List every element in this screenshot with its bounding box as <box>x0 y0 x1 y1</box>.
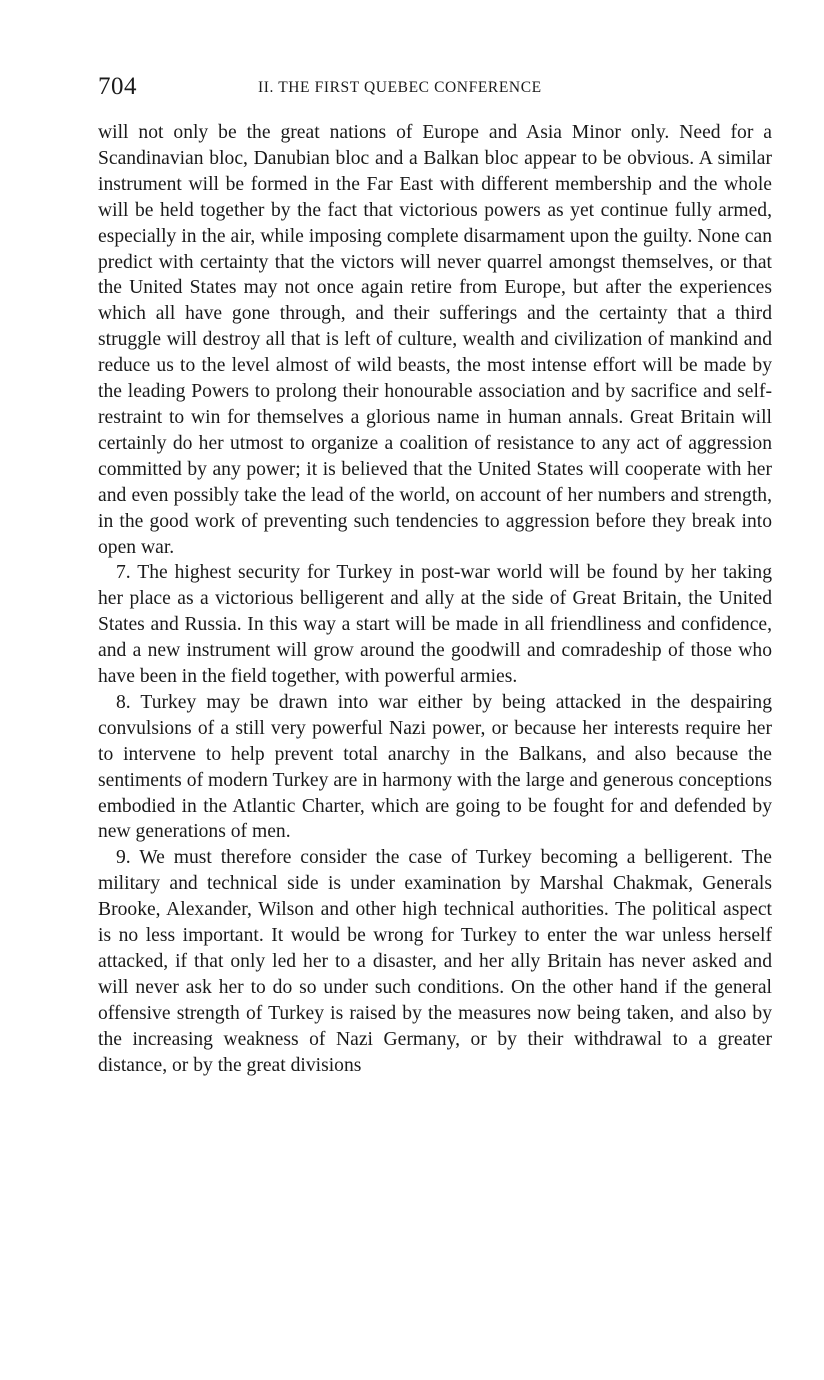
paragraph-continued: will not only be the great nations of Europe and Asia Minor only. Need for a Scandinavian bloc, Danubian bloc and a Balkan bloc appear to be obvious. A similar instrument will be formed in the Far East with different membership and the whole will be held together by the fact that victorious powers as yet continue fully armed, especially in the air, while imposing complete disarmament upon the guilty. None can predict with certainty that the victors will never quarrel amongst themselves, or that the United States may not once again retire from Europe, but after the experiences which all have gone through, and their sufferings and the certainty that a third struggle will destroy all that is left of culture, wealth and civilization of mankind and reduce us to the level almost of wild beasts, the most intense effort will be made by the leading Powers to prolong their honourable association and by sacrifice and self-restraint to win for themselves a glorious name in human annals. Great Britain will certainly do her utmost to organize a coalition of resistance to any act of aggression committed by any power; it is believed that the United States will cooperate with her and even possibly take the lead of the world, on account of her numbers and strength, in the good work of preventing such tendencies to aggression before they break into open war. <box>98 122 772 558</box>
body-text <box>98 120 772 1079</box>
paragraph-7: 7. The highest security for Turkey in post-war world will be found by her taking her place as a victorious belligerent and ally at the side of Great Britain, the United States and Russia. In this way a start will be made in all friendliness and confidence, and a new instrument will grow around the goodwill and comradeship of those who have been in the field together, with powerful armies. <box>98 562 772 688</box>
paragraph-8: 8. Turkey may be drawn into war either by being attacked in the despairing convulsions of a still very powerful Nazi power, or because her interests require her to intervene to help prevent total anarchy in the Balkans, and also because the sentiments of modern Turkey are in harmony with the large and generous conceptions embodied in the Atlantic Charter, which are going to be fought for and defended by new generations of men. <box>98 691 772 843</box>
paragraph-9: 9. We must therefore consider the case of Turkey becoming a belligerent. The military and technical side is under examination by Marshal Chakmak, Generals Brooke, Alexander, Wilson and other high technical authorities. The political aspect is no less important. It would be wrong for Turkey to enter the war unless herself attacked, if that only led her to a disaster, and her ally Britain has never asked and will never ask her to do so under such conditions. On the other hand if the general offensive strength of Turkey is raised by the measures now being taken, and also by the increasing weakness of Nazi Germany, or by their withdrawal to a greater distance, or by the great divisions <box>98 847 772 1076</box>
page-number: 704 <box>98 73 137 100</box>
running-head <box>98 72 772 106</box>
document-page <box>98 72 772 1079</box>
chapter-title: II. THE FIRST QUEBEC CONFERENCE <box>258 79 542 96</box>
